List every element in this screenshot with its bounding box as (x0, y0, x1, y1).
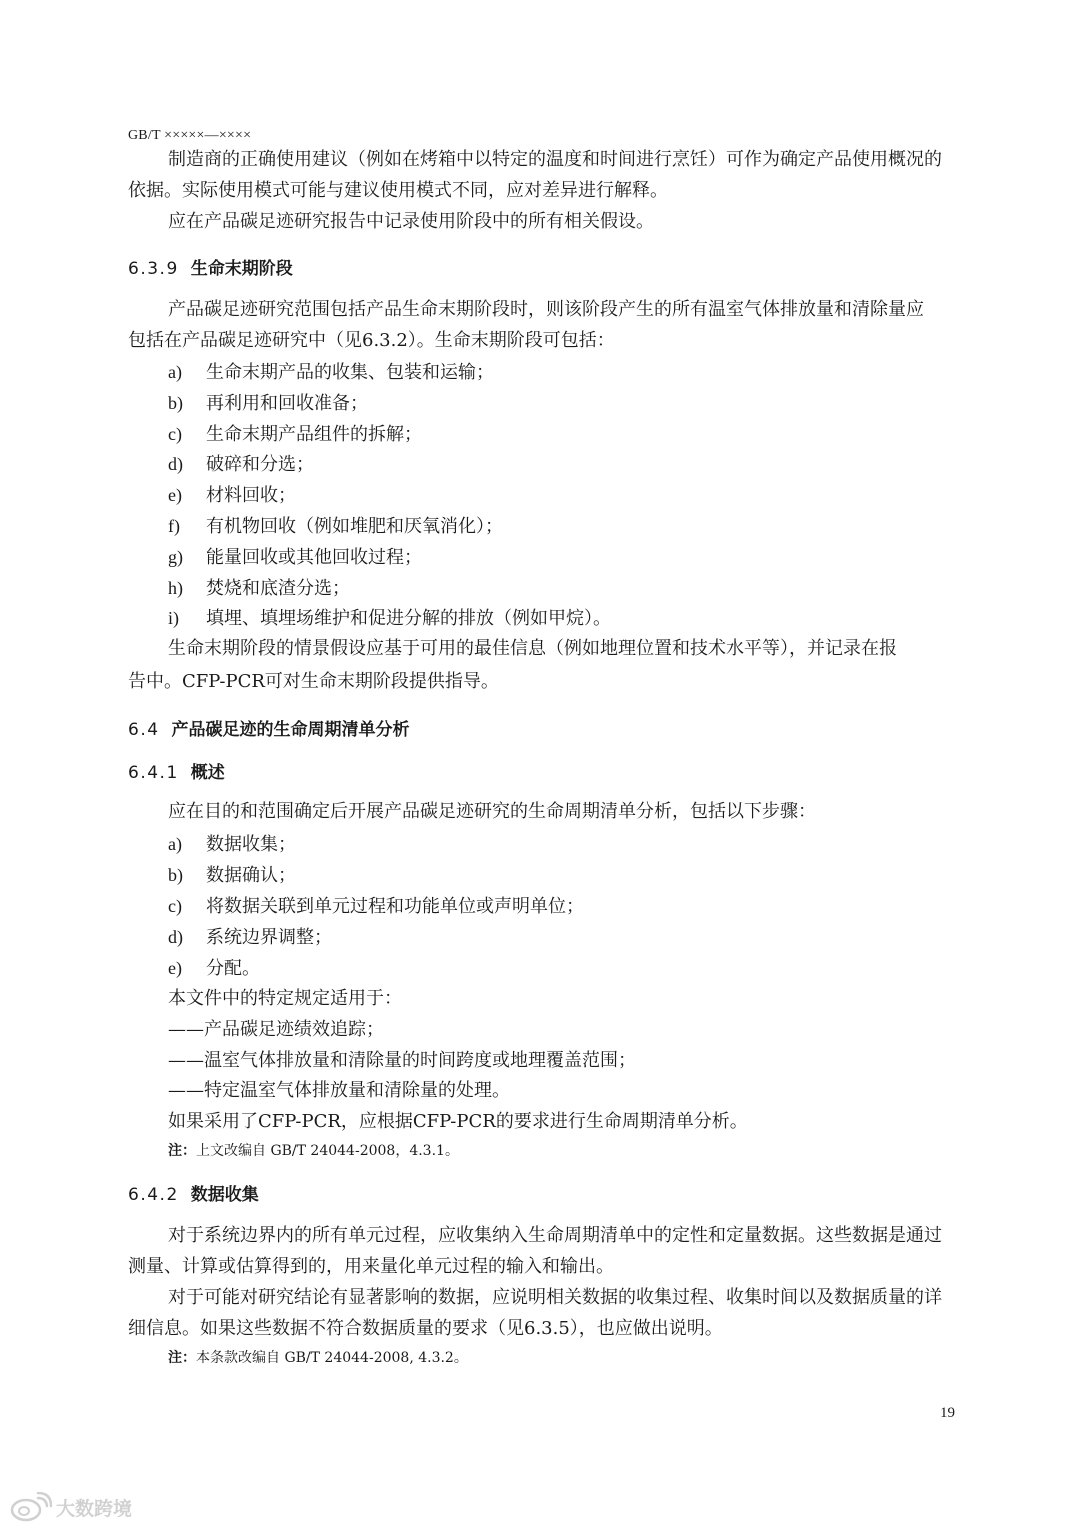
list-item (168, 607, 611, 630)
list-item (168, 361, 494, 384)
section-number: 6.3.9 (128, 259, 179, 279)
list-text: 将数据关联到单元过程和功能单位或声明单位； (206, 896, 584, 917)
section-heading-6-4 (128, 719, 410, 741)
paragraph: 应在目的和范围确定后开展产品碳足迹研究的生命周期清单分析，包括以下步骤： (168, 801, 816, 822)
list-label: e) (168, 485, 182, 505)
list-label: c) (168, 896, 182, 916)
weibo-logo-icon (10, 1492, 52, 1522)
list-item (168, 864, 296, 887)
section-number: 6.4.1 (128, 763, 179, 783)
paragraph-line: 告中。CFP-PCR可对生命末期阶段提供指导。 (128, 671, 499, 692)
list-text: 有机物回收（例如堆肥和厌氧消化）； (206, 516, 503, 537)
page-number: 19 (940, 1405, 955, 1421)
list-text: 再利用和回收准备； (206, 393, 368, 414)
list-label: b) (168, 865, 183, 885)
list-text: 填埋、填埋场维护和促进分解的排放（例如甲烷）。 (206, 608, 611, 629)
list-text: 破碎和分选； (206, 454, 314, 475)
list-text: 材料回收； (206, 485, 296, 506)
dash-item: ——特定温室气体排放量和清除量的处理。 (168, 1080, 510, 1101)
list-label: h) (168, 578, 183, 598)
paragraph: 本文件中的特定规定适用于： (168, 988, 402, 1009)
list-label: c) (168, 424, 182, 444)
list-text: 焚烧和底渣分选； (206, 578, 350, 599)
section-title: 生命末期阶段 (190, 259, 293, 279)
list-label: f) (168, 516, 180, 536)
list-item (168, 423, 422, 446)
list-label: i) (168, 608, 179, 628)
note-label: 注： (168, 1350, 196, 1366)
list-item (168, 484, 296, 507)
list-item (168, 392, 368, 415)
watermark (10, 1492, 132, 1522)
list-text: 分配。 (206, 958, 260, 979)
watermark-text: 大数跨境 (56, 1497, 133, 1520)
list-item (168, 515, 503, 538)
note-text: 本条款改编自 GB/T 24044-2008, 4.3.2。 (196, 1350, 468, 1366)
section-number: 6.4.2 (128, 1185, 179, 1205)
section-heading-6-3-9 (128, 258, 293, 280)
note (168, 1348, 468, 1368)
dash-item: ——温室气体排放量和清除量的时间跨度或地理覆盖范围； (168, 1050, 636, 1071)
paragraph-line: 制造商的正确使用建议（例如在烤箱中以特定的温度和时间进行烹饪）可作为确定产品使用概况的 (168, 149, 942, 170)
list-label: g) (168, 547, 183, 567)
paragraph: 应在产品碳足迹研究报告中记录使用阶段中的所有相关假设。 (168, 211, 654, 232)
paragraph-line: 细信息。如果这些数据不符合数据质量的要求（见6.3.5），也应做出说明。 (128, 1318, 723, 1339)
list-item (168, 833, 296, 856)
paragraph-line: 产品碳足迹研究范围包括产品生命末期阶段时，则该阶段产生的所有温室气体排放量和清除量应 (168, 299, 924, 320)
section-heading-6-4-2 (128, 1184, 259, 1206)
dash-item: ——产品碳足迹绩效追踪； (168, 1019, 384, 1040)
section-title: 产品碳足迹的生命周期清单分析 (171, 720, 410, 740)
section-number: 6.4 (128, 720, 160, 740)
section-title: 概述 (190, 763, 225, 783)
paragraph-line: 依据。实际使用模式可能与建议使用模式不同，应对差异进行解释。 (128, 180, 668, 201)
document-code: GB/T ×××××—×××× (128, 128, 252, 143)
paragraph-line: 对于可能对研究结论有显著影响的数据，应说明相关数据的收集过程、收集时间以及数据质量的详 (168, 1287, 942, 1308)
list-text: 数据收集； (206, 834, 296, 855)
list-text: 生命末期产品组件的拆解； (206, 424, 422, 445)
section-heading-6-4-1 (128, 762, 225, 784)
list-text: 生命末期产品的收集、包装和运输； (206, 362, 494, 383)
section-title: 数据收集 (190, 1185, 259, 1205)
paragraph-line: 生命末期阶段的情景假设应基于可用的最佳信息（例如地理位置和技术水平等），并记录在报 (168, 638, 897, 659)
list-label: d) (168, 927, 183, 947)
list-item (168, 895, 584, 918)
paragraph-line: 测量、计算或估算得到的，用来量化单元过程的输入和输出。 (128, 1256, 614, 1277)
list-label: b) (168, 393, 183, 413)
list-label: d) (168, 454, 183, 474)
list-text: 能量回收或其他回收过程； (206, 547, 422, 568)
list-text: 数据确认； (206, 865, 296, 886)
list-label: e) (168, 958, 182, 978)
list-item (168, 453, 314, 476)
paragraph: 如果采用了CFP-PCR，应根据CFP-PCR的要求进行生命周期清单分析。 (168, 1111, 748, 1132)
list-item (168, 577, 350, 600)
list-text: 系统边界调整； (206, 927, 332, 948)
list-item (168, 957, 260, 980)
list-item (168, 926, 332, 949)
note (168, 1141, 459, 1161)
paragraph-line: 对于系统边界内的所有单元过程，应收集纳入生命周期清单中的定性和定量数据。这些数据是通过 (168, 1225, 942, 1246)
paragraph-line: 包括在产品碳足迹研究中（见6.3.2）。生命末期阶段可包括： (128, 330, 615, 351)
list-item (168, 546, 422, 569)
note-label: 注： (168, 1143, 196, 1159)
list-label: a) (168, 834, 182, 854)
note-text: 上文改编自 GB/T 24044-2008，4.3.1。 (196, 1143, 459, 1159)
list-label: a) (168, 362, 182, 382)
